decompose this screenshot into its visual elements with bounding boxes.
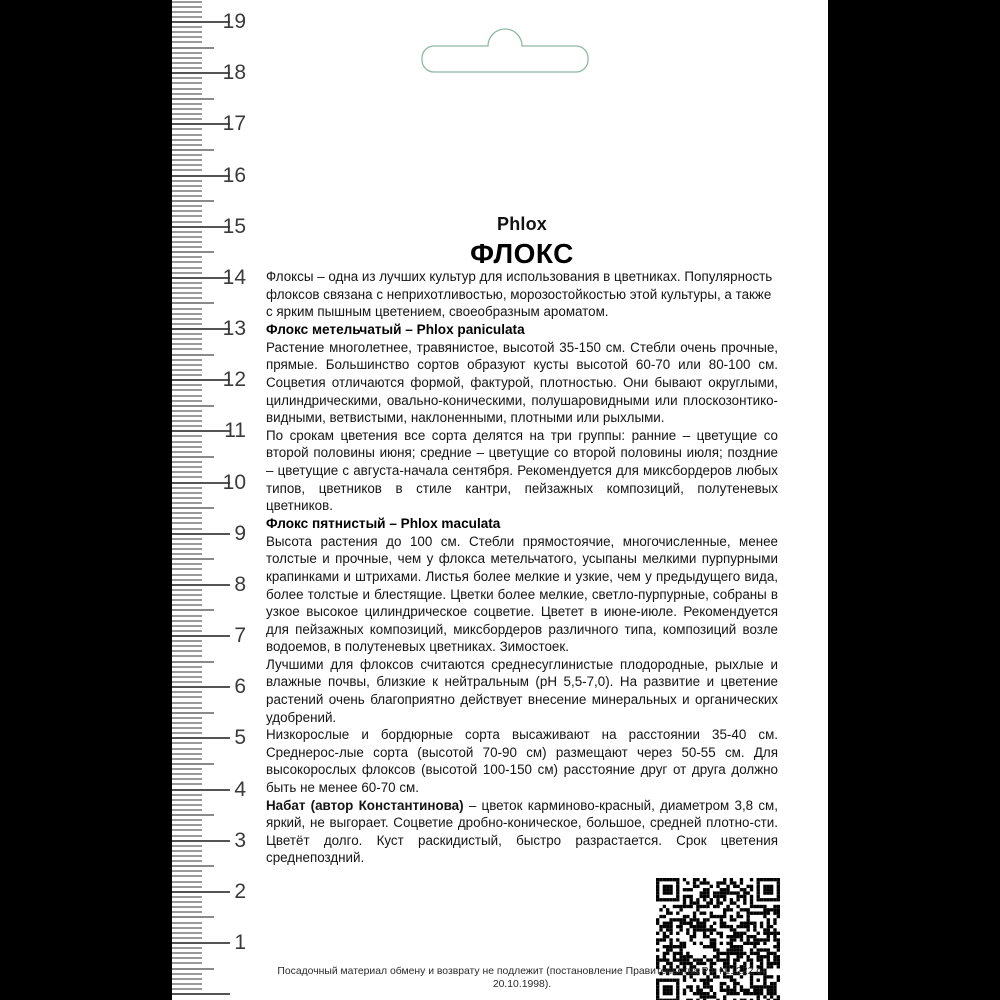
ruler-tick-minor xyxy=(172,389,202,391)
ruler-tick-minor xyxy=(172,655,202,657)
ruler-tick-minor xyxy=(172,77,202,79)
description-paragraph: Лучшими для флоксов считаются среднесуглинистые плодородные, рыхлые и влажные почвы, близкие к нейтральным (рН 5,5-7,0). На развитие и цветение растений очень благоприятно действует внесение минеральных и органических удобрений. xyxy=(266,656,778,725)
ruler-tick-minor xyxy=(172,732,202,734)
ruler-tick-half xyxy=(172,456,214,458)
ruler-tick-minor xyxy=(172,108,202,110)
ruler-tick-minor xyxy=(172,952,202,954)
ruler-tick-minor xyxy=(172,364,202,366)
ruler-label-9: 9 xyxy=(234,521,246,545)
ruler-tick-minor xyxy=(172,461,202,463)
ruler-tick-minor xyxy=(172,778,202,780)
ruler-tick-minor xyxy=(172,517,202,519)
ruler-tick-minor xyxy=(172,835,202,837)
ruler-tick-minor xyxy=(172,630,202,632)
ruler-tick-minor xyxy=(172,466,202,468)
ruler-tick-minor xyxy=(172,93,202,95)
ruler-tick-minor xyxy=(172,415,202,417)
packet-sheet xyxy=(172,0,828,1000)
ruler-tick-minor xyxy=(172,297,202,299)
ruler-tick-minor xyxy=(172,850,202,852)
ruler-tick-minor xyxy=(172,696,202,698)
ruler-tick-minor xyxy=(172,451,202,453)
ruler-tick-minor xyxy=(172,52,202,54)
ruler-tick-half xyxy=(172,712,214,714)
ruler-tick-minor xyxy=(172,957,202,959)
ruler-tick-minor xyxy=(172,804,202,806)
ruler-tick-half xyxy=(172,661,214,663)
ruler-tick-minor xyxy=(172,313,202,315)
ruler-tick-minor xyxy=(172,139,202,141)
ruler-label-5: 5 xyxy=(234,726,246,750)
ruler-tick-minor xyxy=(172,11,202,13)
ruler-tick-minor xyxy=(172,927,202,929)
description-paragraph: По срокам цветения все сорта делятся на три группы: ранние – цветущие со второй половины июня; средние – цветущие со второй половины июля; поздние – цветущие с августа-начала сентября. Рекомендуется для миксбордеров любых типов, цветников в стиле кантри, пейзажных композиций, полутеневых цветников. xyxy=(266,427,778,514)
ruler-tick-minor xyxy=(172,988,202,990)
ruler-tick-minor xyxy=(172,650,202,652)
section-heading: Флокс пятнистый – Phlox maculata xyxy=(266,515,501,531)
ruler-tick-minor xyxy=(172,128,202,130)
ruler-tick-minor xyxy=(172,676,202,678)
ruler-tick-minor xyxy=(172,870,202,872)
ruler-label-10: 10 xyxy=(222,470,246,494)
ruler-tick-minor xyxy=(172,190,202,192)
ruler-tick-minor xyxy=(172,973,202,975)
ruler-tick-minor xyxy=(172,441,202,443)
content-column xyxy=(266,0,806,1000)
ruler-tick-minor xyxy=(172,487,202,489)
ruler-label-8: 8 xyxy=(234,572,246,596)
ruler-label-18: 18 xyxy=(222,61,246,85)
ruler-tick-minor xyxy=(172,231,202,233)
ruler-tick-minor xyxy=(172,446,202,448)
ruler-tick-minor xyxy=(172,395,202,397)
description-paragraph: Низкорослые и бордюрные сорта высаживают на расстоянии 35-40 см. Среднерос-лые сорта (высотой 70-90 см) размещают через 50-55 см. Для высокорослых флоксов (высотой 100-150 см) расстояние друг от друга должно быть не менее 60-70 см. xyxy=(266,727,778,796)
ruler-tick-minor xyxy=(172,410,202,412)
ruler-tick-minor xyxy=(172,88,202,90)
ruler-tick-minor xyxy=(172,384,202,386)
ruler-tick-minor xyxy=(172,333,202,335)
ruler-tick-minor xyxy=(172,31,202,33)
ruler-tick-minor xyxy=(172,742,202,744)
ruler-tick-minor xyxy=(172,768,202,770)
ruler-tick-minor xyxy=(172,881,202,883)
legal-footer-note: Посадочный материал обмену и возврату не подлежит (постановление Правительства РФ №1222 от 20.10.1998). xyxy=(277,966,767,990)
ruler-tick-minor xyxy=(172,287,202,289)
ruler-tick-minor xyxy=(172,144,202,146)
ruler-tick-minor xyxy=(172,471,202,473)
ruler-tick-minor xyxy=(172,118,202,120)
ruler-tick-minor xyxy=(172,103,202,105)
ruler-tick-minor xyxy=(172,528,202,530)
ruler-tick-minor xyxy=(172,553,202,555)
ruler-tick-minor xyxy=(172,911,202,913)
description-body xyxy=(266,268,778,867)
ruler-tick-minor xyxy=(172,6,202,8)
ruler-tick-minor xyxy=(172,256,202,258)
ruler-tick-minor xyxy=(172,579,202,581)
ruler-label-13: 13 xyxy=(222,317,246,340)
ruler-label-2: 2 xyxy=(234,879,246,903)
ruler-tick-half xyxy=(172,609,214,611)
ruler-label-12: 12 xyxy=(222,368,246,392)
ruler-label-16: 16 xyxy=(222,163,246,187)
qr-code xyxy=(656,878,780,962)
ruler-tick-half xyxy=(172,200,214,202)
ruler-tick-minor xyxy=(172,67,202,69)
ruler-tick-major xyxy=(172,993,230,995)
ruler-tick-minor xyxy=(172,748,202,750)
ruler-tick-minor xyxy=(172,922,202,924)
ruler-label-17: 17 xyxy=(222,112,246,136)
ruler-tick-minor xyxy=(172,1,202,3)
ruler-tick-minor xyxy=(172,113,202,115)
ruler-tick-minor xyxy=(172,195,202,197)
ruler-tick-minor xyxy=(172,205,202,207)
description-paragraph: Флоксы – одна из лучших культур для использования в цветниках. Популярность флоксов связана с неприхотливостью, морозостойкостью этой культуры, а также с ярким пышным цветением, своеобразным ароматом. xyxy=(266,269,773,320)
ruler-tick-minor xyxy=(172,978,202,980)
ruler-tick-half xyxy=(172,814,214,816)
ruler-tick-minor xyxy=(172,236,202,238)
ruler-tick-minor xyxy=(172,169,202,171)
ruler-tick-minor xyxy=(172,574,202,576)
latin-title: Phlox xyxy=(496,214,547,234)
ruler-tick-half xyxy=(172,354,214,356)
ruler-tick-minor xyxy=(172,502,202,504)
ruler-tick-minor xyxy=(172,824,202,826)
ruler-tick-minor xyxy=(172,359,202,361)
ruler-label-1: 1 xyxy=(234,931,246,954)
ruler-tick-minor xyxy=(172,348,202,350)
ruler-tick-minor xyxy=(172,983,202,985)
ruler-tick-minor xyxy=(172,272,202,274)
ruler-tick-minor xyxy=(172,492,202,494)
ruler-tick-half xyxy=(172,405,214,407)
ruler-tick-minor xyxy=(172,435,202,437)
ruler-tick-minor xyxy=(172,589,202,591)
ruler-tick-minor xyxy=(172,369,202,371)
ruler-tick-minor xyxy=(172,476,202,478)
ruler-tick-minor xyxy=(172,497,202,499)
variety-paragraph: Набат (автор Константинова) – цветок карминово-красный, диаметром 3,8 см, яркий, не выгорает. Соцветие дробно-коническое, большое, средней плотно-сти. Цветёт долго. Куст раскидистый, быстро разрастается. Срок цветения среднепоздний. xyxy=(266,797,778,866)
ruler-tick-minor xyxy=(172,620,202,622)
ruler-tick-minor xyxy=(172,62,202,64)
ruler-tick-minor xyxy=(172,568,202,570)
ruler-tick-minor xyxy=(172,215,202,217)
ruler-tick-minor xyxy=(172,522,202,524)
ruler-tick-minor xyxy=(172,717,202,719)
ruler-tick-minor xyxy=(172,799,202,801)
ruler-tick-minor xyxy=(172,185,202,187)
ruler-tick-minor xyxy=(172,164,202,166)
ruler-tick-minor xyxy=(172,548,202,550)
ruler-tick-half xyxy=(172,916,214,918)
ruler-tick-minor xyxy=(172,753,202,755)
ruler-tick-minor xyxy=(172,886,202,888)
ruler-tick-half xyxy=(172,47,214,49)
ruler-tick-minor xyxy=(172,292,202,294)
ruler-tick-minor xyxy=(172,374,202,376)
ruler-tick-half xyxy=(172,763,214,765)
ruler-tick-minor xyxy=(172,727,202,729)
ruler-label-15: 15 xyxy=(222,214,246,238)
ruler-tick-half xyxy=(172,558,214,560)
ruler-tick-minor xyxy=(172,707,202,709)
ruler-tick-minor xyxy=(172,722,202,724)
ruler-label-11: 11 xyxy=(224,419,246,443)
ruler-tick-minor xyxy=(172,681,202,683)
ruler-tick-minor xyxy=(172,783,202,785)
variety-name: Набат (автор Константинова) xyxy=(266,797,464,813)
section-heading: Флокс метельчатый – Phlox paniculata xyxy=(266,321,525,337)
ruler-tick-half xyxy=(172,302,214,304)
ruler-tick-minor xyxy=(172,640,202,642)
description-paragraph: Растение многолетнее, травянистое, высотой 35-150 см. Стебли очень прочные, прямые. Большинство сортов образуют кусты высотой 60-70 или 80-100 см. Соцветия отличаются формой, фактурой, плотностью. Они бывают округлыми, цилиндрическими, овально-коническими, полушаровидными или плоскозонтико-видными, ветвистыми, наклоненными, плотными или рыхлыми. xyxy=(266,339,778,426)
ruler-tick-minor xyxy=(172,937,202,939)
ruler-label-6: 6 xyxy=(234,675,246,699)
description-paragraph: Высота растения до 100 см. Стебли прямостоячие, многочисленные, менее толстые и прочные, чем у флокса метельчатого, усыпаны мелкими пурпурными крапинками и штрихами. Листья более мелкие и узкие, чем у предыдущего вида, более толстые и блестящие. Цветки более мелкие, светло-пурпурные, собраны в узкое высокое цилиндрическое соцветие. Цветет в июне-июле. Рекомендуется для пейзажных композиций, миксбордеров различного типа, композиций возле водоемов, в полутеневых цветниках. Зимостоек. xyxy=(266,533,778,655)
ruler-tick-minor xyxy=(172,221,202,223)
ruler-tick-minor xyxy=(172,82,202,84)
ruler-tick-minor xyxy=(172,794,202,796)
ruler-tick-minor xyxy=(172,671,202,673)
ruler-tick-minor xyxy=(172,538,202,540)
page-title: ФЛОКС xyxy=(470,238,574,269)
ruler-tick-minor xyxy=(172,615,202,617)
ruler-tick-minor xyxy=(172,36,202,38)
ruler-tick-minor xyxy=(172,16,202,18)
ruler-tick-minor xyxy=(172,901,202,903)
ruler-tick-minor xyxy=(172,625,202,627)
ruler-tick-minor xyxy=(172,666,202,668)
ruler-tick-minor xyxy=(172,210,202,212)
ruler-scale xyxy=(172,0,244,1000)
ruler-tick-minor xyxy=(172,241,202,243)
ruler-tick-minor xyxy=(172,282,202,284)
ruler-tick-minor xyxy=(172,594,202,596)
ruler-tick-minor xyxy=(172,819,202,821)
ruler-tick-minor xyxy=(172,261,202,263)
ruler-tick-minor xyxy=(172,947,202,949)
ruler-tick-minor xyxy=(172,896,202,898)
ruler-tick-minor xyxy=(172,420,202,422)
ruler-tick-half xyxy=(172,149,214,151)
ruler-tick-minor xyxy=(172,323,202,325)
ruler-tick-minor xyxy=(172,425,202,427)
ruler-tick-minor xyxy=(172,691,202,693)
ruler-tick-half xyxy=(172,98,214,100)
ruler-tick-minor xyxy=(172,308,202,310)
ruler-tick-half xyxy=(172,968,214,970)
ruler-tick-minor xyxy=(172,860,202,862)
ruler-tick-minor xyxy=(172,159,202,161)
ruler-tick-minor xyxy=(172,26,202,28)
ruler-tick-minor xyxy=(172,809,202,811)
ruler-tick-minor xyxy=(172,599,202,601)
ruler-tick-minor xyxy=(172,604,202,606)
ruler-label-7: 7 xyxy=(234,624,246,647)
ruler-tick-minor xyxy=(172,773,202,775)
ruler-tick-minor xyxy=(172,906,202,908)
ruler-tick-minor xyxy=(172,758,202,760)
ruler-tick-minor xyxy=(172,41,202,43)
ruler-tick-half xyxy=(172,507,214,509)
ruler-tick-half xyxy=(172,865,214,867)
ruler-tick-minor xyxy=(172,563,202,565)
ruler-tick-minor xyxy=(172,154,202,156)
ruler-tick-minor xyxy=(172,855,202,857)
ruler-label-14: 14 xyxy=(222,265,246,289)
ruler-tick-minor xyxy=(172,343,202,345)
ruler-tick-minor xyxy=(172,180,202,182)
ruler-tick-minor xyxy=(172,512,202,514)
ruler-tick-minor xyxy=(172,829,202,831)
ruler-tick-minor xyxy=(172,543,202,545)
ruler-tick-minor xyxy=(172,962,202,964)
ruler-tick-minor xyxy=(172,134,202,136)
ruler-tick-minor xyxy=(172,267,202,269)
ruler-tick-minor xyxy=(172,338,202,340)
ruler-label-3: 3 xyxy=(234,828,246,852)
ruler-tick-minor xyxy=(172,875,202,877)
ruler-tick-minor xyxy=(172,318,202,320)
ruler-label-19: 19 xyxy=(222,10,246,33)
ruler-tick-half xyxy=(172,251,214,253)
ruler-tick-minor xyxy=(172,845,202,847)
ruler-tick-minor xyxy=(172,932,202,934)
ruler-tick-minor xyxy=(172,400,202,402)
ruler-tick-minor xyxy=(172,702,202,704)
ruler-label-4: 4 xyxy=(234,777,246,801)
ruler-tick-minor xyxy=(172,57,202,59)
ruler-tick-minor xyxy=(172,246,202,248)
ruler-tick-minor xyxy=(172,645,202,647)
